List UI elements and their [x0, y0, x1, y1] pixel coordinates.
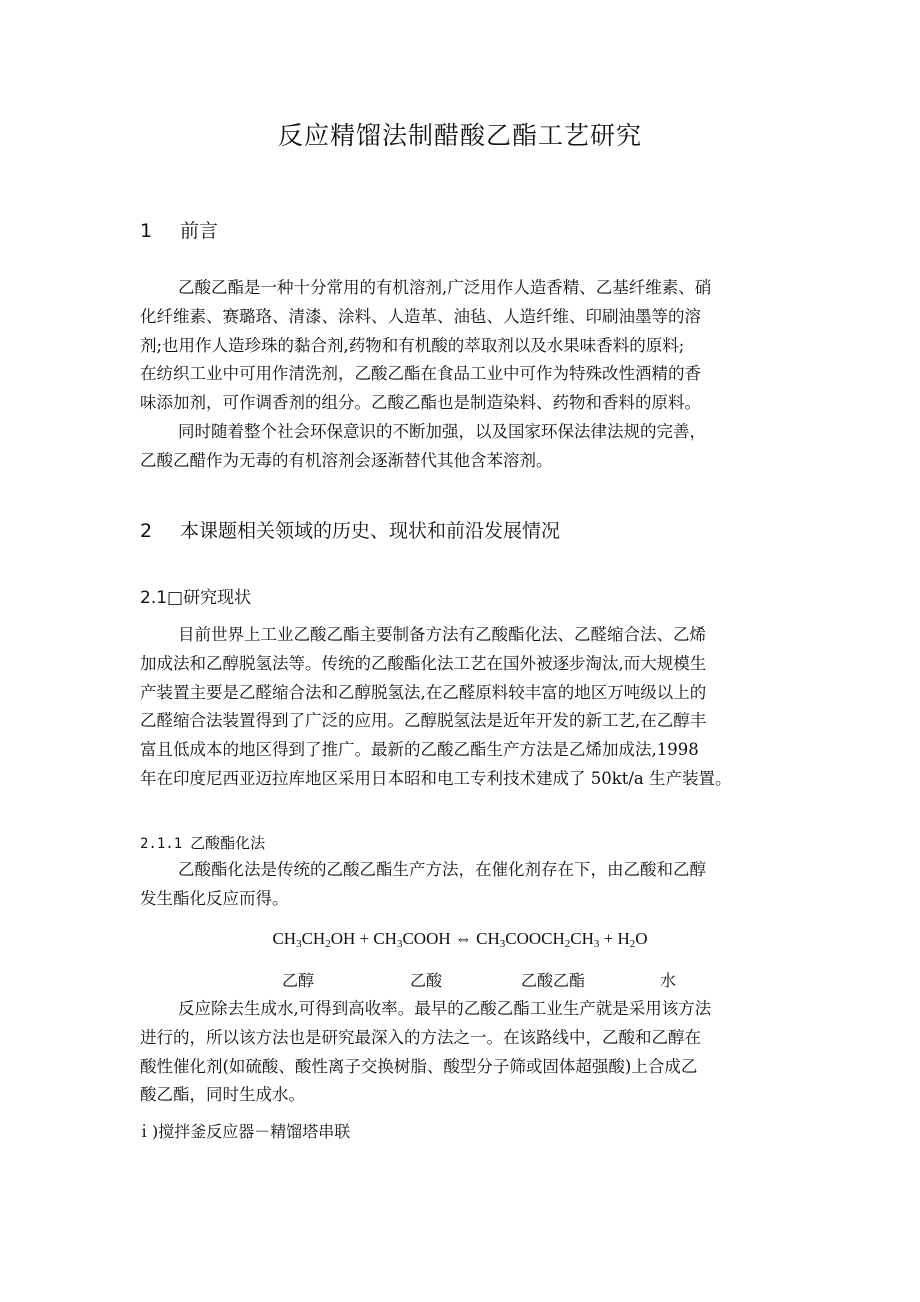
section-number: 1 [140, 220, 153, 242]
text-line: 乙酸乙醋作为无毒的有机溶剂会逐渐替代其他含苯溶剂。 [140, 450, 553, 470]
section-2-1-heading: 2.1□研究现状 [140, 588, 252, 608]
text-line: 酸性催化剂(如硫酸、酸性离子交换树脂、酸型分子筛或固体超强酸)上合成乙 [140, 1056, 698, 1076]
text-line: 化纤维素、赛璐珞、清漆、涂料、人造革、油毡、人造纤维、印刷油墨等的溶 [140, 306, 701, 326]
list-item: ｉ)搅拌釜反应器－精馏塔串联 [136, 1122, 351, 1141]
equation-label: 乙酸乙酯 [521, 971, 586, 990]
equilibrium-arrow: ⇔ [454, 929, 472, 948]
section-title: 本课题相关领域的历史、现状和前沿发展情况 [180, 520, 561, 542]
text-line: 富且低成本的地区得到了推广。最新的乙酸乙酯生产方法是乙烯加成法,1998 [140, 740, 699, 760]
text-line: 发生酯化反应而得。 [140, 888, 289, 908]
section-number: 2 [140, 520, 153, 542]
equation-label: 乙酸 [410, 971, 443, 990]
text-line: 进行的，所以该方法也是研究最深入的方法之一。在该路线中，乙酸和乙醇在 [140, 1027, 701, 1047]
section-title: 前言 [180, 220, 219, 242]
formula-ethyl-acetate: $CH_3COOCH_2CH_3$ [476, 929, 600, 950]
section-1-paragraph [140, 274, 800, 476]
text-line: 目前世界上工业乙酸乙酯主要制备方法有乙酸酯化法、乙醛缩合法、乙烯 [178, 625, 706, 644]
formula-acetic-acid: $CH_3COOH$ [373, 929, 451, 950]
text-line: 剂;也用作人造珍珠的黏合剂,药物和有机酸的萃取剂以及水果味香料的原料; [140, 335, 685, 355]
text-line: 产装置主要是乙醛缩合法和乙醇脱氢法,在乙醛原料较丰富的地区万吨级以上的 [140, 682, 707, 702]
section-2-heading [140, 516, 560, 543]
text-line: 乙醛缩合法装置得到了广泛的应用。乙醇脱氢法是近年开发的新工艺,在乙醇丰 [140, 711, 707, 731]
section-number: 2.1.1 [140, 836, 183, 852]
page-title: 反应精馏法制醋酸乙酯工艺研究 [277, 121, 642, 150]
text-line: 乙酸乙酯是一种十分常用的有机溶剂,广泛用作人造香精、乙基纤维素、硝 [178, 278, 712, 297]
text-line: 酸乙酯，同时生成水。 [140, 1085, 305, 1105]
chemical-equation [0, 929, 920, 950]
section-title: 乙酸酯化法 [190, 834, 266, 852]
section-2-1-1-heading [140, 832, 265, 853]
section-2-1-paragraph [140, 621, 800, 794]
plus-sign: + [603, 929, 614, 948]
formula-ethanol: $CH_3CH_2OH$ [272, 929, 356, 950]
formula-water: $H_2O$ [617, 929, 648, 950]
text-line: 同时随着整个社会环保意识的不断加强，以及国家环保法律法规的完善， [178, 421, 706, 441]
section-1-heading [140, 216, 218, 243]
equation-label: 水 [660, 971, 677, 990]
equation-label: 乙醇 [282, 971, 315, 990]
text-line: 年在印度尼西亚迈拉库地区采用日本昭和电工专利技术建成了 50kt/a 生产装置。 [140, 768, 732, 788]
plus-sign: + [359, 929, 370, 948]
section-2-1-1-paragraph-a [140, 856, 800, 914]
text-line: 味添加剂，可作调香剂的组分。乙酸乙酯也是制造染料、药物和香料的原料。 [140, 393, 701, 413]
text-line: 反应除去生成水,可得到高收率。最早的乙酸乙酯工业生产就是采用该方法 [178, 999, 712, 1018]
text-line: 在纺织工业中可用作清洗剂，乙酸乙酯在食品工业中可作为特殊改性酒精的香 [140, 364, 701, 384]
text-line: 乙酸酯化法是传统的乙酸乙酯生产方法，在催化剂存在下，由乙酸和乙醇 [178, 860, 706, 879]
section-2-1-1-paragraph-b [140, 995, 800, 1110]
text-line: 加成法和乙醇脱氢法等。传统的乙酸酯化法工艺在国外被逐步淘汰,而大规模生 [140, 653, 707, 673]
